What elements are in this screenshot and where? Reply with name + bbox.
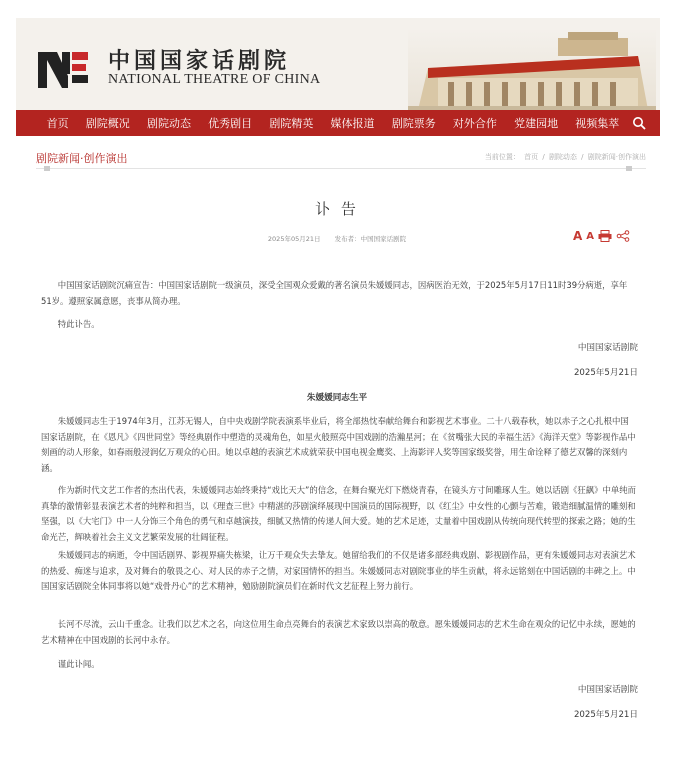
theatre-logo-icon[interactable]	[38, 46, 88, 92]
article-title: 讣 告	[315, 200, 359, 218]
biography-title: 朱媛媛同志生平	[306, 393, 368, 403]
nav-media[interactable]: 媒体报道	[330, 117, 375, 130]
article-paragraph-5: 朱媛媛同志的病逝，令中国话剧界、影视界痛失栋梁，让万千观众失去挚友。她留给我们的不仅是诸多部经典戏剧、影视剧作品，更有朱媛媛同志对表演艺术的热爱、痴迷与追求，及对舞台的敬畏之心、对人民的赤子之情，对家国情怀的担当。朱媛媛同志对剧院事业的毕生贡献，将永远铭刻在中国话剧的丰碑之上。中国国家话剧院全体同事将以她“戏骨丹心”的艺术精神，勉励剧院演员们在新时代文艺征程上努力前行。	[41, 550, 636, 591]
section-title: 剧院新闻·创作演出	[36, 152, 128, 165]
signature-date-1: 2025年5月21日	[573, 368, 638, 378]
article-paragraph-7: 谨此讣闻。	[57, 659, 100, 669]
logo-text-cn: 中国国家话剧院	[108, 48, 291, 74]
divider-marker-left	[44, 166, 50, 171]
nav-video[interactable]: 视频集萃	[575, 117, 620, 130]
breadcrumb-item-home[interactable]: 首页	[524, 153, 539, 161]
nav-repertoire[interactable]: 优秀剧目	[208, 117, 253, 130]
nav-cooperation[interactable]: 对外合作	[452, 117, 497, 130]
font-increase-button[interactable]: A	[573, 229, 583, 243]
signature-org-2: 中国国家话剧院	[577, 685, 638, 695]
nav-home[interactable]: 首页	[46, 117, 69, 130]
breadcrumb-item-news[interactable]: 剧院动态	[548, 153, 577, 161]
nav-list	[16, 115, 628, 131]
breadcrumb-separator: /	[542, 153, 545, 161]
divider-marker-right	[626, 166, 632, 171]
nav-tickets[interactable]: 剧院票务	[391, 117, 436, 130]
signature-date-2: 2025年5月21日	[573, 710, 638, 720]
section-divider	[36, 168, 646, 169]
article-date: 2025年05月21日	[267, 235, 321, 243]
font-decrease-button[interactable]: A	[586, 230, 595, 242]
signature-org-1: 中国国家话剧院	[577, 343, 638, 353]
breadcrumb-separator: /	[581, 153, 584, 161]
nav-artists[interactable]: 剧院精英	[269, 117, 314, 130]
article-paragraph-2: 特此讣告。	[57, 319, 100, 329]
article-tools	[573, 229, 630, 243]
site-header	[16, 18, 660, 110]
article-publisher: 发布者：中国国家话剧院	[334, 235, 407, 243]
breadcrumb-item-current[interactable]: 剧院新闻·创作演出	[587, 153, 646, 161]
article-paragraph-3: 朱媛媛同志生于1974年3月，江苏无锡人，自中央戏剧学院表演系毕业后，将全部热忱奉献给舞台和影视艺术事业。二十八载春秋，她以赤子之心扎根中国国家话剧院，在《恩凡》《四世同堂》等经典剧作中塑造的灵魂角色，如星火般照亮中国戏剧的浩瀚星河；在《贫嘴张大民的幸福生活》《海洋天堂》等影视作品中刻画的动人形象，如春雨般浸润亿万观众的心田。她以卓越的表演艺术成就荣获中国电视金鹰奖、上海影评人奖等国家级奖誉，用生命诠释了德艺双馨的深刻内涵。	[41, 416, 636, 473]
share-icon[interactable]	[616, 230, 630, 242]
breadcrumb	[483, 152, 646, 162]
article-paragraph-1: 中国国家话剧院沉痛宣告：中国国家话剧院一级演员，深受全国观众爱戴的著名演员朱媛媛同志，因病医治无效，于2025年5月17日11时39分病逝，享年51岁。遵照家属意愿，丧事从简办理。	[41, 280, 628, 306]
nav-party[interactable]: 党建园地	[514, 117, 559, 130]
print-icon[interactable]	[598, 230, 612, 242]
nav-news[interactable]: 剧院动态	[146, 117, 191, 130]
breadcrumb-prefix: 当前位置：	[484, 153, 520, 161]
theatre-building-illustration	[408, 28, 656, 110]
main-nav	[16, 110, 660, 136]
article-paragraph-6: 长河不尽流，云山千重念。让我们以艺术之名，向这位用生命点亮舞台的表演艺术家致以崇高的敬意。愿朱媛媛同志的艺术生命在观众的记忆中永续，愿她的艺术精神在中国戏剧的长河中永存。	[41, 619, 636, 645]
search-icon[interactable]	[632, 116, 646, 130]
nav-about[interactable]: 剧院概况	[85, 117, 130, 130]
logo-text-en: NATIONAL THEATRE OF CHINA	[108, 72, 321, 87]
article-paragraph-4: 作为新时代文艺工作者的杰出代表，朱媛媛同志始终秉持“戏比天大”的信念，在舞台聚光灯下燃烧青春，在镜头方寸间雕琢人生。她以话剧《狂飙》中单纯而真挚的激情彰显表演艺术者的纯粹和担当，以《理查三世》中精湛的莎剧演绎展现中国演员的国际视野，以《红尘》中女性的心颤与苦难，锻造细腻温情的雕刻和坚强，以《大宅门》中一人分饰三个角色的勇气和卓越演技，细腻又热情的传递人间大爱。她的艺术足迹，丈量着中国戏剧从传统向现代转型的探索之路；她的生命光芒，辉映着社会主义文艺繁荣发展的壮阔征程。	[41, 485, 636, 542]
